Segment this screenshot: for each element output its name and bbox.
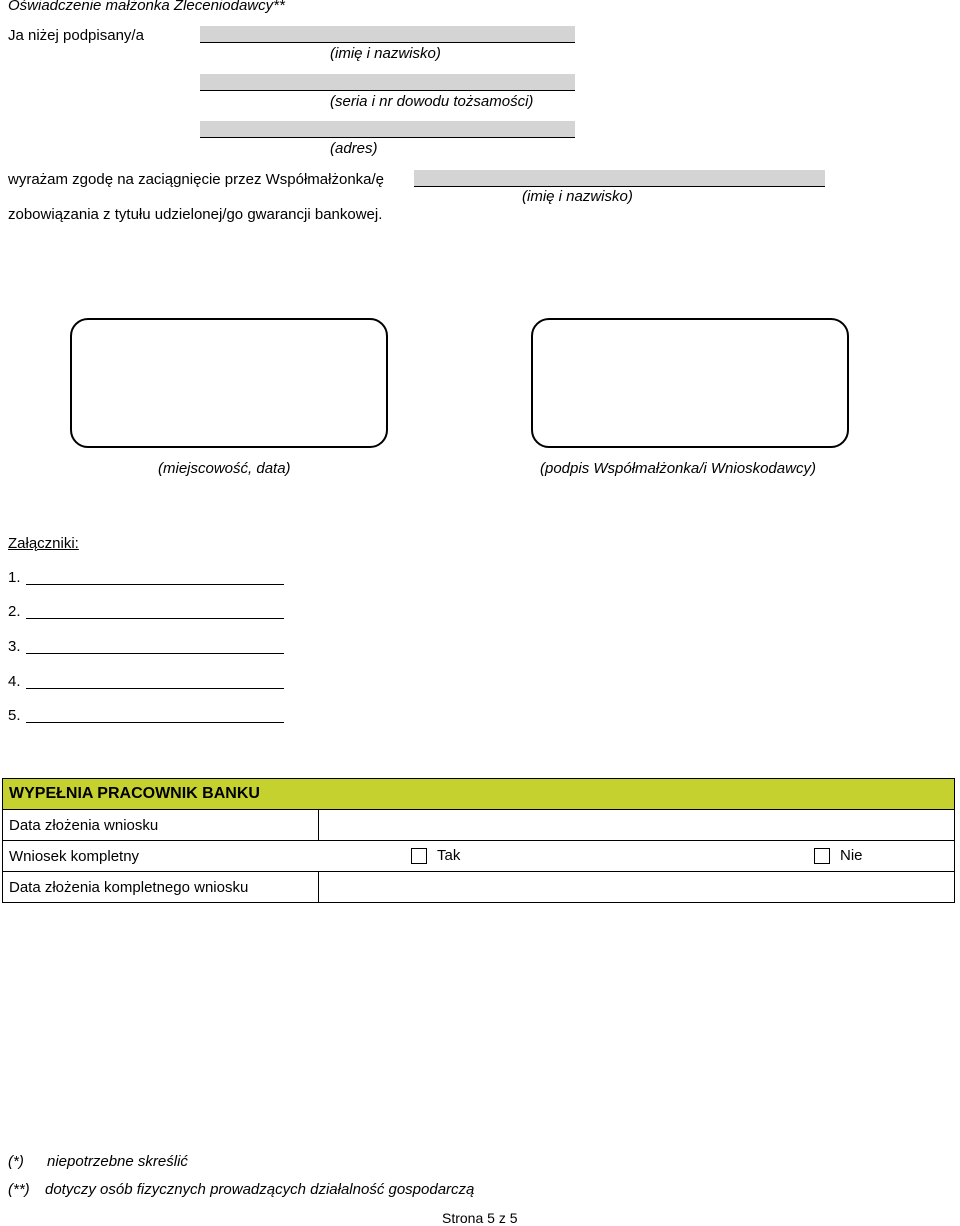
complete-date-label: Data złożenia kompletnego wniosku	[3, 872, 319, 903]
footnote-text: niepotrzebne skreślić	[47, 1153, 188, 1170]
attachments-label: Załączniki:	[8, 535, 79, 552]
submission-date-field[interactable]	[319, 810, 955, 841]
bank-section-header: WYPEŁNIA PRACOWNIK BANKU	[3, 779, 955, 810]
attachment-number: 4.	[8, 673, 21, 690]
submission-date-label: Data złożenia wniosku	[3, 810, 319, 841]
footnote-marker: (*)	[8, 1153, 24, 1170]
attachment-line[interactable]	[26, 637, 284, 654]
attachment-line[interactable]	[26, 568, 284, 585]
spouse-name-field[interactable]	[414, 170, 825, 187]
declarant-intro: Ja niżej podpisany/a	[8, 27, 144, 44]
yes-label: Tak	[437, 847, 461, 864]
place-date-caption: (miejscowość, data)	[158, 460, 291, 477]
attachment-line[interactable]	[26, 672, 284, 689]
footnote-text: dotyczy osób fizycznych prowadzących działalność gospodarczą	[45, 1181, 475, 1198]
no-label: Nie	[840, 847, 863, 864]
declarant-address-caption: (adres)	[330, 140, 378, 157]
complete-row	[3, 841, 955, 872]
consent-text: wyrażam zgodę na zaciągnięcie przez Współmałżonka/ę	[8, 171, 385, 188]
declarant-name-caption: (imię i nazwisko)	[330, 45, 441, 62]
declarant-id-field[interactable]	[200, 74, 575, 91]
declarant-id-caption: (seria i nr dowodu tożsamości)	[330, 93, 534, 110]
attachment-line[interactable]	[26, 706, 284, 723]
attachment-number: 5.	[8, 707, 21, 724]
obligation-text: zobowiązania z tytułu udzielonej/go gwarancji bankowej.	[8, 206, 383, 223]
attachment-number: 2.	[8, 603, 21, 620]
bank-section-table	[2, 778, 955, 903]
no-checkbox[interactable]	[814, 848, 830, 864]
complete-label: Wniosek kompletny	[9, 848, 140, 865]
declarant-address-field[interactable]	[200, 121, 575, 138]
page-number: Strona 5 z 5	[442, 1210, 518, 1226]
complete-date-field[interactable]	[319, 872, 955, 903]
option-yes[interactable]	[411, 847, 460, 864]
declarant-name-field[interactable]	[200, 26, 575, 43]
place-date-box[interactable]	[70, 318, 388, 448]
page-title: Oświadczenie małżonka Zleceniodawcy**	[8, 0, 285, 14]
signature-box[interactable]	[531, 318, 849, 448]
signature-caption: (podpis Współmałżonka/i Wnioskodawcy)	[540, 460, 816, 477]
spouse-name-caption: (imię i nazwisko)	[522, 188, 633, 205]
yes-checkbox[interactable]	[411, 848, 427, 864]
attachment-number: 3.	[8, 638, 21, 655]
option-no[interactable]	[814, 847, 863, 864]
footnote-marker: (**)	[8, 1181, 30, 1198]
attachment-line[interactable]	[26, 602, 284, 619]
attachment-number: 1.	[8, 569, 21, 586]
